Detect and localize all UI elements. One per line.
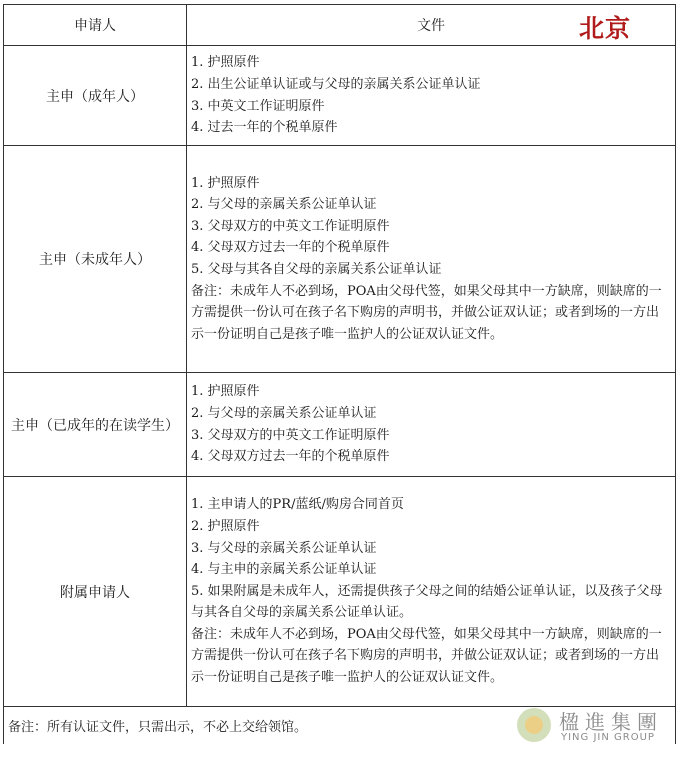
list-item: 1. 护照原件 <box>191 175 260 191</box>
document-list <box>187 46 676 146</box>
applicant-role: 主申（未成年人） <box>4 146 187 373</box>
list-item: 1. 护照原件 <box>191 55 260 71</box>
table-row <box>4 373 676 477</box>
list-item: 1. 护照原件 <box>191 384 260 400</box>
list-item: 5. 如果附属是未成年人，还需提供孩子父母之间的结婚公证单认证，以及孩子父母与其各自父母的亲属关系公证单认证。 <box>191 583 663 621</box>
row-note: 备注：未成年人不必到场，POA由父母代签，如果父母其中一方缺席，则缺席的一方需提供一份认可在孩子名下购房的声明书，并做公证双认证；或者到场的一方出示一份证明自己是孩子唯一监护人的公证双认证文件。 <box>191 283 662 342</box>
list-item: 4. 父母双方过去一年的个税单原件 <box>191 240 390 256</box>
document-list <box>187 477 676 707</box>
applicant-role: 主申（已成年的在读学生） <box>4 373 187 477</box>
header-documents <box>187 5 676 46</box>
applicant-role: 主申（成年人） <box>4 46 187 146</box>
list-item: 2. 出生公证单认证或与父母的亲属关系公证单认证 <box>191 76 481 92</box>
header-applicant: 申请人 <box>4 5 187 46</box>
list-item: 3. 与父母的亲属关系公证单认证 <box>191 540 377 556</box>
footer-note: 备注：所有认证文件，只需出示，不必上交给领馆。 <box>4 707 676 745</box>
row-note: 备注：未成年人不必到场，POA由父母代签，如果父母其中一方缺席，则缺席的一方需提供一份认可在孩子名下购房的声明书，并做公证双认证；或者到场的一方出示一份证明自己是孩子唯一监护人的公证双认证文件。 <box>191 626 662 686</box>
table-header-row <box>4 5 676 46</box>
applicant-role: 附属申请人 <box>4 477 187 707</box>
list-item: 4. 与主申的亲属关系公证单认证 <box>191 562 377 578</box>
list-item: 4. 过去一年的个税单原件 <box>191 120 338 136</box>
list-item: 2. 与父母的亲属关系公证单认证 <box>191 197 377 213</box>
document-table-wrapper <box>3 4 675 744</box>
list-item: 5. 父母与其各自父母的亲属关系公证单认证 <box>191 262 442 277</box>
table-row <box>4 146 676 373</box>
city-label: 北京 <box>578 14 631 43</box>
requirements-table <box>3 4 676 744</box>
list-item: 3. 中英文工作证明原件 <box>191 98 325 114</box>
list-item: 3. 父母双方的中英文工作证明原件 <box>191 427 390 443</box>
list-item: 4. 父母双方过去一年的个税单原件 <box>191 449 390 465</box>
list-item: 2. 护照原件 <box>191 518 260 534</box>
header-documents-label: 文件 <box>417 18 445 34</box>
table-row <box>4 46 676 146</box>
list-item: 2. 与父母的亲属关系公证单认证 <box>191 405 377 421</box>
watermark-name-en: YING JIN GROUP <box>561 732 655 743</box>
list-item: 3. 父母双方的中英文工作证明原件 <box>191 218 390 234</box>
document-list <box>187 373 676 477</box>
company-watermark <box>517 706 677 750</box>
watermark-name-cn: 楹進集團 <box>559 710 663 734</box>
list-item: 1. 主申请人的PR/蓝纸/购房合同首页 <box>191 497 404 513</box>
company-logo-icon <box>517 708 551 742</box>
table-row <box>4 477 676 707</box>
document-list <box>187 146 676 373</box>
